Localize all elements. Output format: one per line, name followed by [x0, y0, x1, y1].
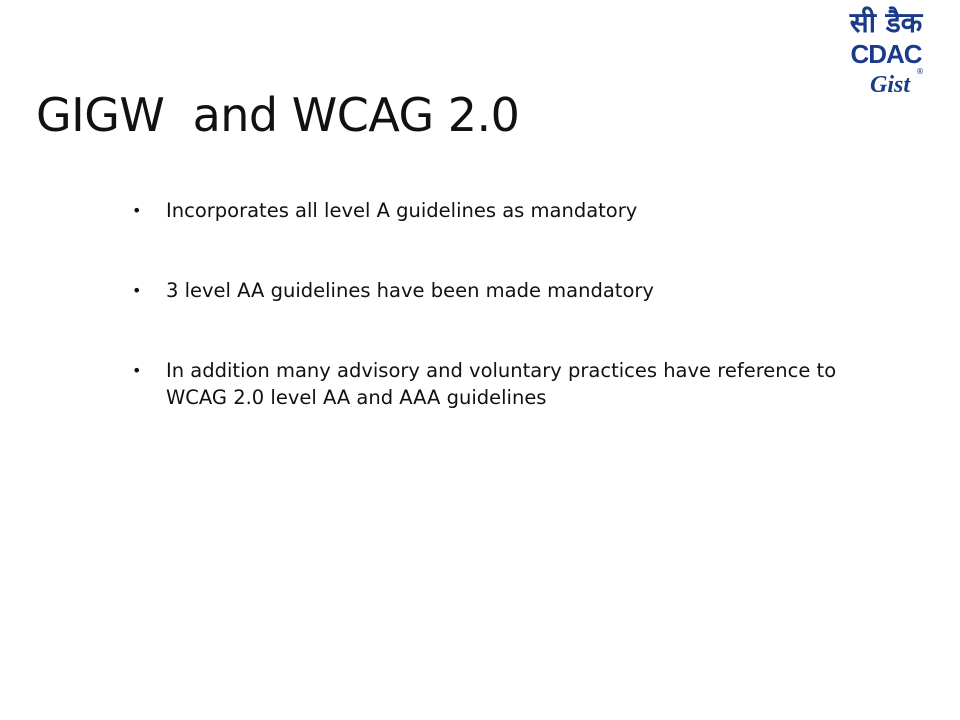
logo-hindi-text: सी डैक	[849, 6, 923, 39]
logo-registered-mark: ®	[916, 67, 924, 76]
list-item	[130, 197, 850, 224]
bullet-icon: •	[132, 201, 142, 220]
bullet-text: 3 level AA guidelines have been made mandatory	[166, 279, 654, 302]
bullet-icon: •	[132, 361, 142, 380]
logo-graphic	[838, 2, 934, 102]
bullet-text: In addition many advisory and voluntary practices have reference to WCAG 2.0 level AA and AAA guidelines	[166, 359, 837, 409]
cdac-gist-logo-icon	[838, 2, 934, 102]
list-item	[130, 357, 850, 411]
page-title: GIGW and WCAG 2.0	[36, 88, 520, 142]
bullet-list	[130, 197, 850, 411]
bullet-text: Incorporates all level A guidelines as mandatory	[166, 199, 638, 222]
logo-gist-text: Gist	[869, 72, 911, 98]
list-item	[130, 277, 850, 304]
logo-cdac-text: CDAC	[850, 39, 922, 69]
bullet-icon: •	[132, 281, 142, 300]
